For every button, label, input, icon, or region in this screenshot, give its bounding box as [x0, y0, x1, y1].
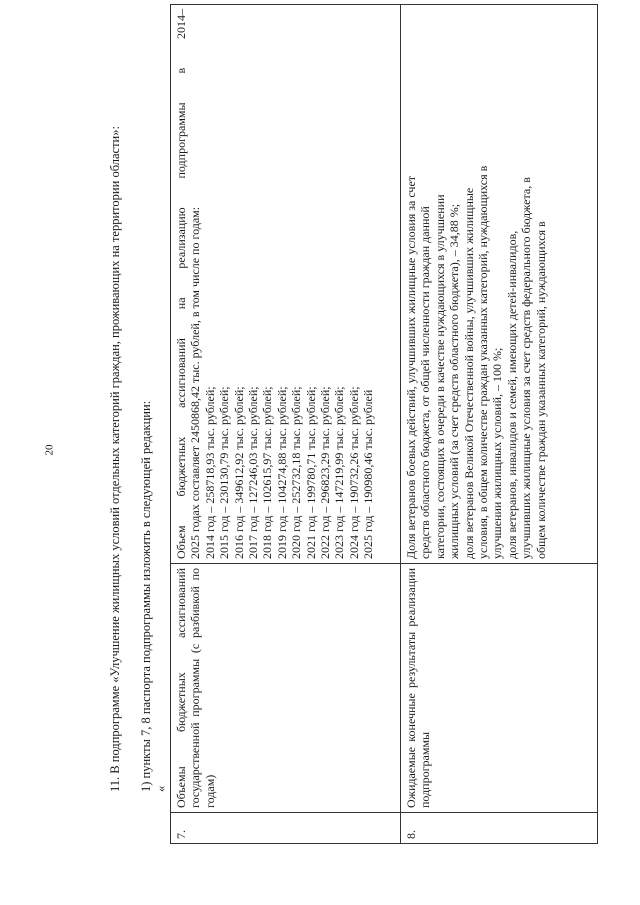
- row-number: 8.: [401, 813, 598, 844]
- result-line: категории, состоящих в очереди в качестве нуждающихся в улучшении: [432, 194, 447, 559]
- funding-year-line: 2025 год – 190980,46 тыс. рублей: [361, 389, 376, 559]
- result-line: Доля ветеранов боевых действий, улучшивших жилищные условия за счет: [404, 175, 418, 559]
- funding-year-line: 2022 год – 296823,29 тыс. рублей;: [318, 386, 333, 559]
- section-heading: 11. В подпрограмме «Улучшение жилищных условий отдельных категорий граждан, проживающих на территории области»:: [108, 126, 122, 792]
- result-line: условия, в общем количестве граждан указанных категорий, нуждающихся в: [476, 165, 491, 559]
- table-row: [401, 5, 598, 844]
- funding-year-line: 2016 год – 349612,92 тыс. рублей;: [231, 386, 246, 559]
- opening-quote: «: [154, 785, 168, 792]
- funding-year-line: 2021 год – 199780,71 тыс. рублей;: [303, 386, 318, 559]
- funding-year-line: 2019 год – 104274,88 тыс. рублей;: [274, 386, 289, 559]
- page-number: 20: [43, 444, 56, 456]
- result-line: общем количестве граждан указанных категорий, нуждающихся в: [533, 221, 548, 559]
- funding-year-line: 2017 год – 127246,03 тыс. рублей;: [246, 386, 261, 559]
- row-name: Ожидаемые конечные результаты реализации подпрограммы: [401, 564, 598, 813]
- funding-intro-line: Объем бюджетных ассигнований на реализацию подпрограммы в 2014–: [174, 9, 188, 559]
- rotated-content: [108, 9, 640, 872]
- funding-year-line: 2023 год – 147219,99 тыс. рублей;: [332, 386, 347, 559]
- section-subheading: 1) пункты 7, 8 паспорта подпрограммы изложить в следующей редакции:: [139, 400, 153, 792]
- funding-year-line: 2020 год – 252732,18 тыс. рублей;: [289, 386, 304, 559]
- row-name: Объемы бюджетных ассигнований государственной программы (с разбивкой по годам): [171, 564, 401, 813]
- funding-year-line: 2018 год – 102615,97 тыс. рублей;: [260, 386, 275, 559]
- funding-year-line: 2014 год – 258718,93 тыс. рублей;: [202, 386, 217, 559]
- funding-year-line: 2015 год – 230130,79 тыс. рублей;: [217, 386, 232, 559]
- row-number: 7.: [171, 813, 401, 844]
- funding-intro-line: 2025 годах составляет 2450868,42 тыс. рублей, в том числе по годам:: [188, 206, 203, 559]
- result-line: доля ветеранов, инвалидов и семей, имеющих детей-инвалидов,: [504, 230, 519, 559]
- funding-year-line: 2024 год – 190732,26 тыс. рублей;: [346, 386, 361, 559]
- result-line: улучшении жилищных условий, – 100 %;: [490, 347, 505, 559]
- result-line: доля ветеранов Великой Отечественной войны, улучшивших жилищные: [461, 187, 476, 559]
- passport-table: [170, 4, 598, 844]
- result-line: средств областного бюджета, от общей численности граждан данной: [418, 206, 433, 559]
- result-line: жилищных условий (за счет средств областного бюджета), – 34,88 %;: [447, 203, 462, 559]
- result-line: улучшивших жилищные условия за счет средств федерального бюджета, в: [519, 177, 534, 559]
- row-value: [401, 5, 598, 564]
- table-row: [171, 5, 401, 844]
- row-value: [171, 5, 401, 564]
